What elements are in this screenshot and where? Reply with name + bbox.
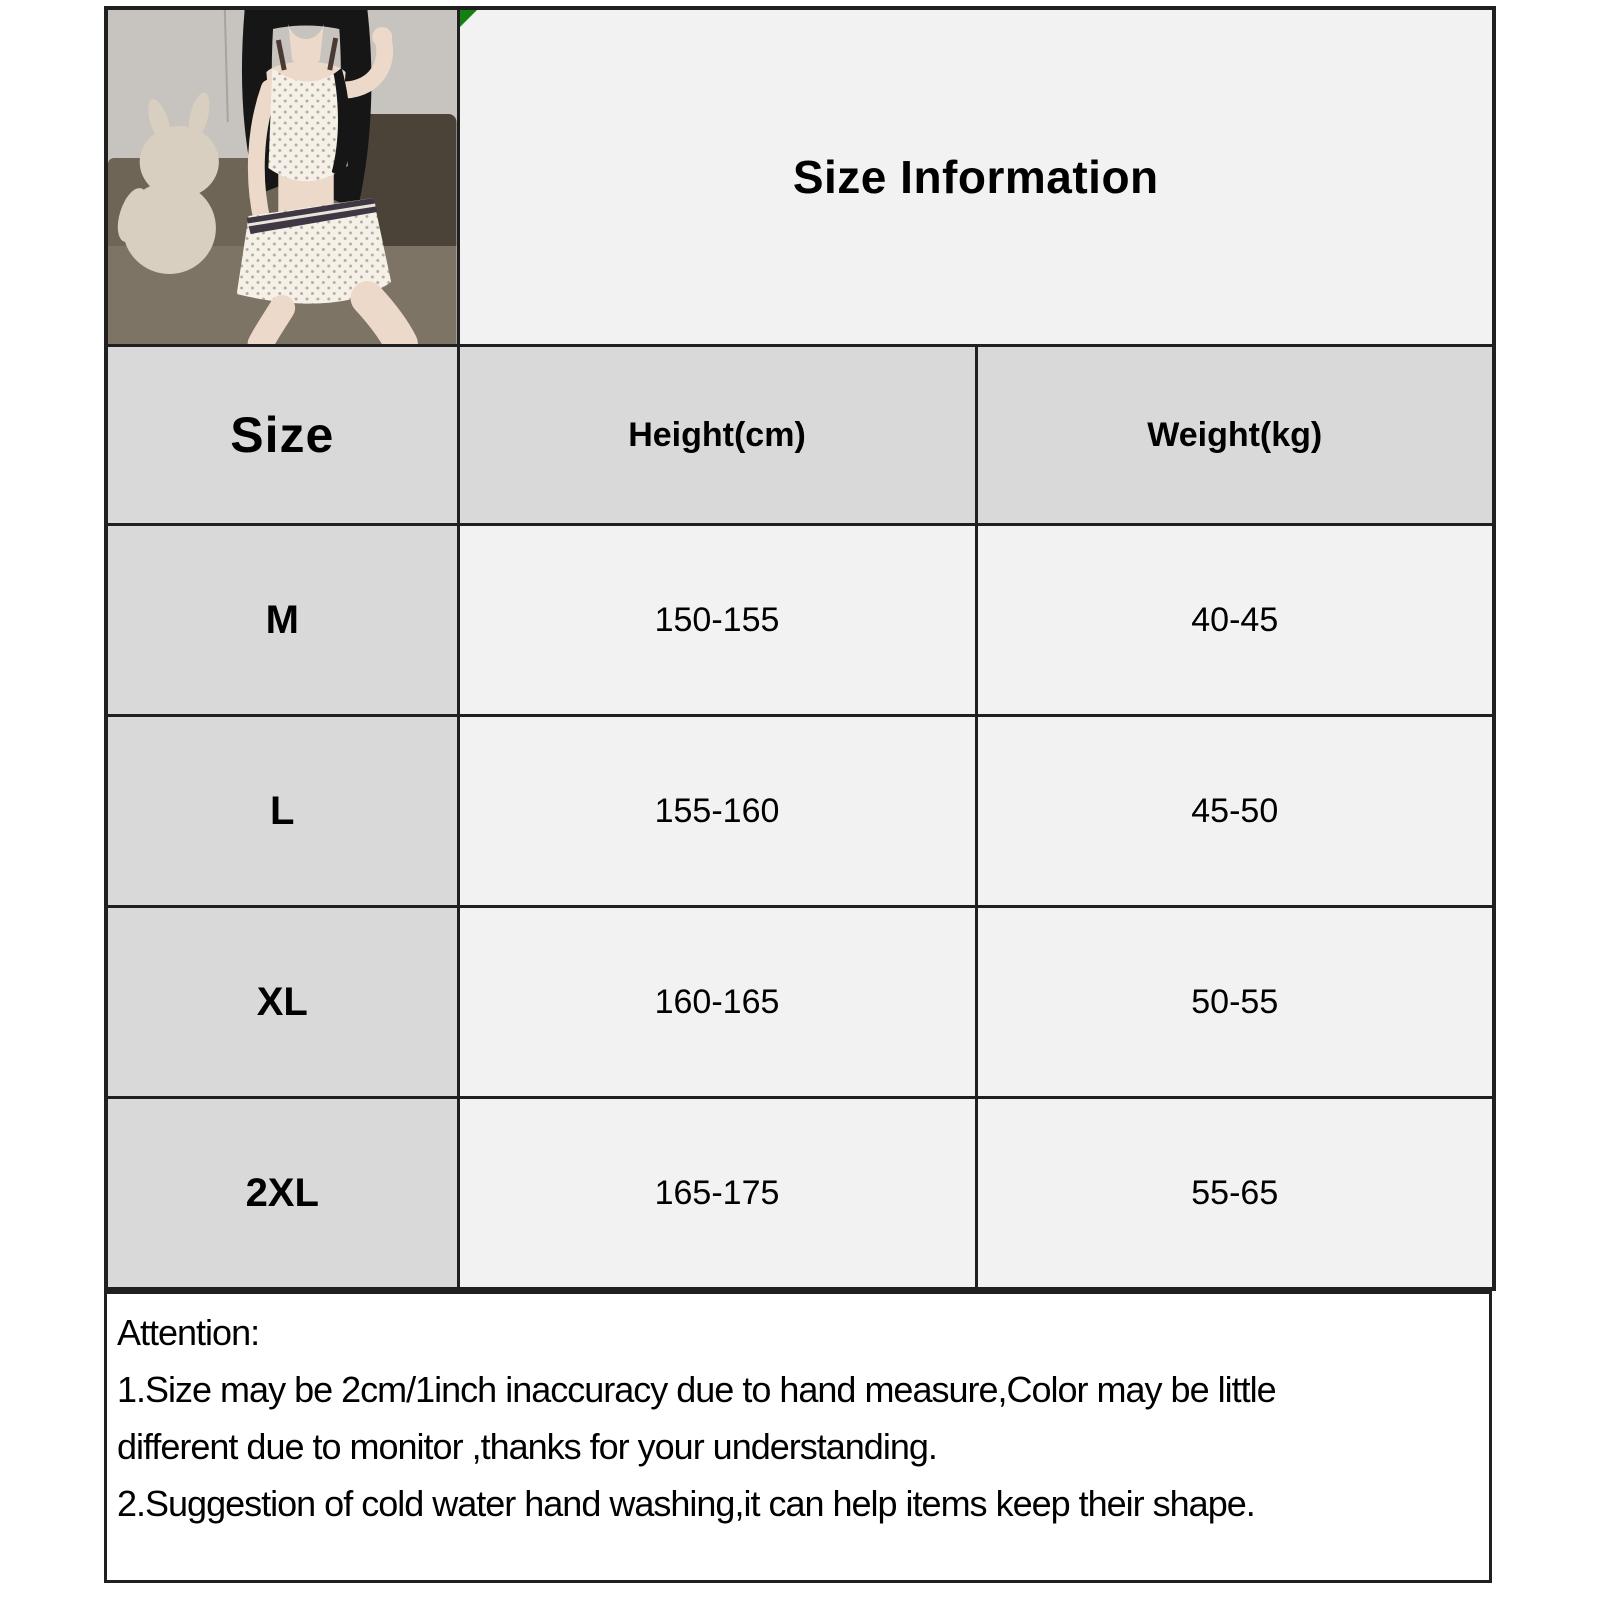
column-header-height: Height(cm) — [458, 346, 976, 525]
attention-note-line: different due to monitor ,thanks for your understanding. — [117, 1426, 937, 1467]
attention-box — [104, 1291, 1492, 1583]
size-label: L — [106, 716, 458, 907]
weight-value: 45-50 — [976, 716, 1494, 907]
size-chart-sheet — [104, 6, 1496, 1583]
size-label: 2XL — [106, 1098, 458, 1290]
weight-value: 50-55 — [976, 907, 1494, 1098]
height-value: 165-175 — [458, 1098, 976, 1290]
page-title: Size Information — [792, 151, 1159, 203]
table-row-m — [106, 525, 1494, 716]
attention-note-line: 2.Suggestion of cold water hand washing,it can help items keep their shape. — [117, 1483, 1255, 1524]
column-header-weight: Weight(kg) — [976, 346, 1494, 525]
green-corner-triangle-icon — [460, 10, 477, 27]
height-value: 150-155 — [458, 525, 976, 716]
size-label: XL — [106, 907, 458, 1098]
height-value: 155-160 — [458, 716, 976, 907]
height-value: 160-165 — [458, 907, 976, 1098]
attention-heading: Attention: — [117, 1312, 260, 1353]
table-row-xl — [106, 907, 1494, 1098]
title-cell — [458, 8, 1494, 346]
size-label: M — [106, 525, 458, 716]
table-header-row — [106, 346, 1494, 525]
table-row-2xl — [106, 1098, 1494, 1290]
product-photo — [108, 10, 457, 344]
weight-value: 40-45 — [976, 525, 1494, 716]
attention-note-line: 1.Size may be 2cm/1inch inaccuracy due to hand measure,Color may be little — [117, 1369, 1276, 1410]
photo-title-row — [106, 8, 1494, 346]
product-photo-cell — [106, 8, 458, 346]
column-header-size: Size — [106, 346, 458, 525]
table-row-l — [106, 716, 1494, 907]
size-table — [104, 6, 1496, 1291]
weight-value: 55-65 — [976, 1098, 1494, 1290]
